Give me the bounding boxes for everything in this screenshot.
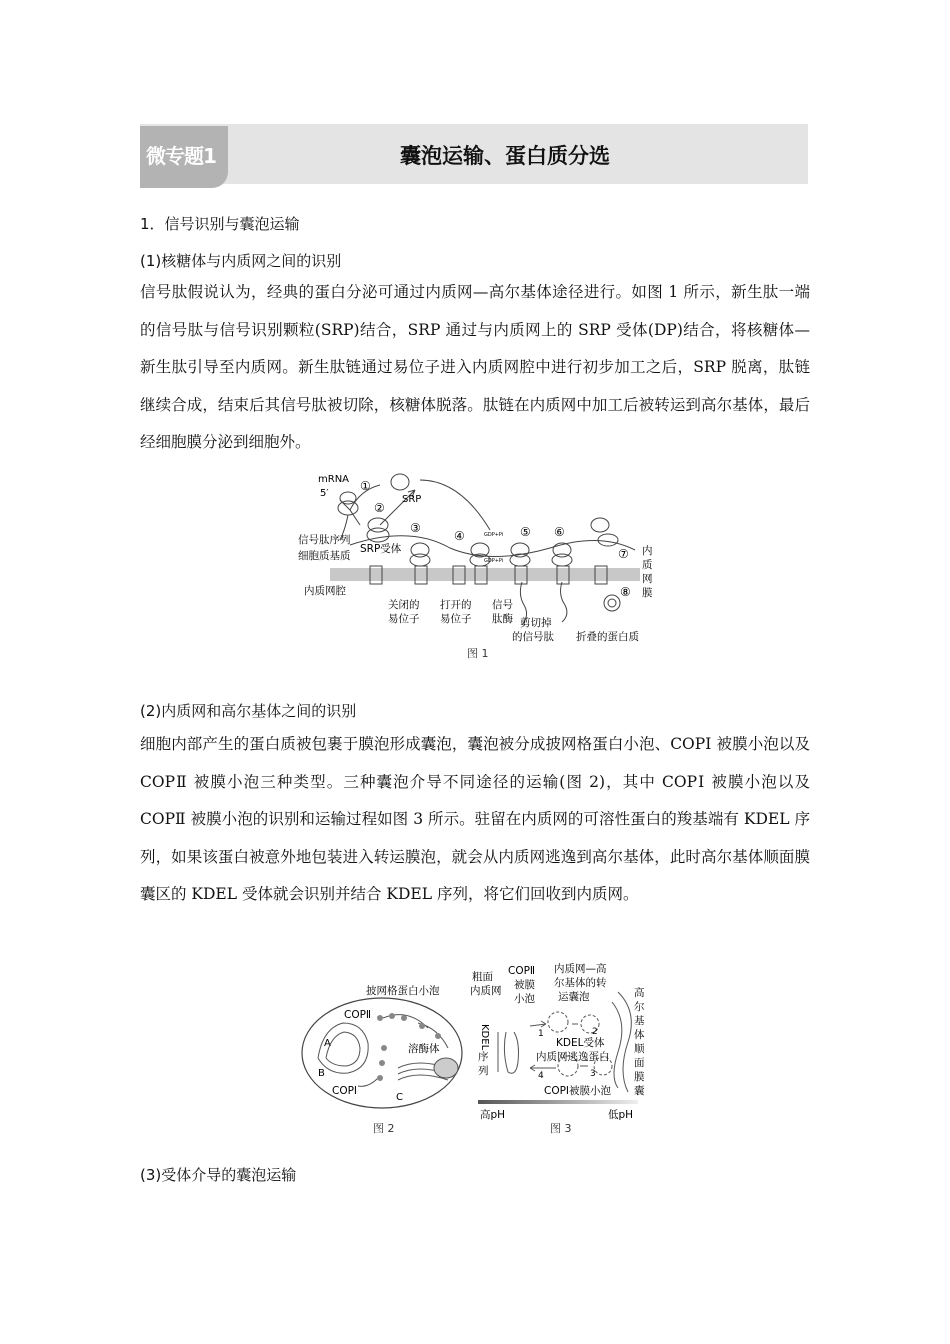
svg-text:KDEL: KDEL: [479, 1024, 490, 1051]
svg-text:易位子: 易位子: [440, 613, 472, 625]
svg-text:⑤: ⑤: [520, 525, 531, 539]
svg-text:打开的: 打开的: [440, 599, 472, 611]
svg-text:肽酶: 肽酶: [492, 613, 513, 625]
subheading-2: (2)内质网和高尔基体之间的识别: [140, 702, 357, 720]
svg-text:SRP: SRP: [402, 494, 422, 505]
svg-text:囊: 囊: [634, 1085, 645, 1097]
svg-text:③: ③: [410, 521, 421, 535]
svg-text:⑧: ⑧: [620, 585, 631, 599]
topic-badge-label: 微专题1: [146, 144, 216, 168]
svg-text:COPⅡ: COPⅡ: [344, 1009, 372, 1021]
svg-text:⑦: ⑦: [618, 547, 629, 561]
svg-text:易位子: 易位子: [388, 613, 420, 625]
svg-text:膜: 膜: [642, 587, 653, 599]
svg-text:COPⅠ被膜小泡: COPⅠ被膜小泡: [544, 1085, 612, 1097]
paragraph-1: 信号肽假说认为，经典的蛋白分泌可通过内质网—高尔基体途径进行。如图 1 所示，新生肽一端的信号肽与信号识别颗粒(SRP)结合，SRP 通过与内质网上的 SRP 受体(DP)结合，将核糖体—新生肽引导至内质网。新生肽链通过易位子进入内质网腔中进行初步加工之后，SRP 脱离，肽链继续合成，结束后其信号肽被切除，核糖体脱落。肽链在内质网中加工后被转运到高尔基体，最后经细胞膜分泌到细胞外。: [140, 283, 810, 451]
svg-text:列: 列: [478, 1065, 489, 1077]
svg-text:膜: 膜: [634, 1071, 645, 1083]
svg-text:3: 3: [590, 1069, 596, 1079]
svg-text:信号: 信号: [492, 599, 513, 611]
svg-text:溶酶体: 溶酶体: [408, 1043, 440, 1055]
subheading-1: (1)核糖体与内质网之间的识别: [140, 252, 342, 270]
svg-text:序: 序: [478, 1051, 489, 1063]
svg-text:COPⅠ: COPⅠ: [332, 1085, 358, 1097]
svg-text:运囊泡: 运囊泡: [558, 991, 590, 1003]
svg-text:GDP+Pi: GDP+Pi: [484, 558, 504, 564]
figure-2-caption: 图 2: [373, 1122, 395, 1135]
svg-text:剪切掉: 剪切掉: [520, 617, 552, 629]
page-title: 囊泡运输、蛋白质分选: [400, 144, 610, 168]
svg-text:高: 高: [634, 987, 645, 999]
er-membrane-band: [330, 568, 640, 581]
svg-text:A: A: [324, 1038, 331, 1049]
svg-text:关闭的: 关闭的: [388, 599, 420, 611]
svg-text:折叠的蛋白质: 折叠的蛋白质: [576, 631, 639, 643]
svg-text:内质网腔: 内质网腔: [304, 585, 346, 597]
svg-text:细胞质基质: 细胞质基质: [298, 550, 351, 562]
svg-text:信号肽序列: 信号肽序列: [298, 534, 351, 546]
svg-text:2: 2: [592, 1027, 598, 1037]
figure-1-caption: 图 1: [467, 647, 489, 660]
svg-text:小泡: 小泡: [514, 993, 535, 1005]
figure-3: [468, 962, 658, 1122]
svg-text:尔基体的转: 尔基体的转: [554, 977, 607, 989]
svg-text:基: 基: [634, 1015, 645, 1027]
svg-text:网: 网: [642, 573, 653, 585]
svg-text:面: 面: [634, 1057, 645, 1069]
svg-text:GDP+Pi: GDP+Pi: [484, 532, 504, 538]
svg-text:B: B: [318, 1068, 325, 1079]
ph-gradient-bar: [478, 1100, 638, 1104]
subheading-3: (3)受体介导的囊泡运输: [140, 1166, 297, 1184]
svg-text:内质网: 内质网: [470, 985, 502, 997]
svg-text:质: 质: [642, 559, 653, 571]
svg-text:内质网—高: 内质网—高: [554, 963, 607, 975]
svg-text:mRNA: mRNA: [318, 474, 350, 485]
svg-text:高pH: 高pH: [480, 1109, 506, 1121]
svg-text:②: ②: [374, 501, 385, 515]
svg-text:粗面: 粗面: [472, 971, 493, 983]
svg-text:被膜: 被膜: [514, 979, 535, 991]
svg-text:⑥: ⑥: [554, 525, 565, 539]
svg-text:4: 4: [538, 1071, 544, 1081]
svg-text:体: 体: [634, 1029, 645, 1041]
svg-text:①: ①: [360, 479, 371, 493]
svg-text:④: ④: [454, 529, 465, 543]
golgi-cis: [618, 992, 631, 1092]
svg-text:披网格蛋白小泡: 披网格蛋白小泡: [366, 985, 440, 997]
svg-text:内: 内: [642, 545, 653, 557]
figure-2: [298, 978, 468, 1112]
figure-3-caption: 图 3: [550, 1122, 572, 1135]
section-heading-1: 1．信号识别与囊泡运输: [140, 215, 300, 233]
figure-1: [290, 470, 660, 650]
svg-text:KDEL受体: KDEL受体: [556, 1037, 605, 1049]
svg-text:尔: 尔: [634, 1001, 645, 1013]
rough-er: [504, 1032, 518, 1073]
svg-text:的信号肽: 的信号肽: [512, 631, 554, 643]
svg-text:C: C: [396, 1092, 403, 1103]
svg-text:COPⅡ: COPⅡ: [508, 965, 536, 977]
svg-text:低pH: 低pH: [608, 1109, 634, 1121]
svg-text:内质网逃逸蛋白: 内质网逃逸蛋白: [536, 1051, 610, 1063]
svg-text:5′: 5′: [320, 488, 329, 499]
svg-text:SRP受体: SRP受体: [360, 543, 402, 555]
srp-particle: [391, 474, 409, 490]
svg-text:顺: 顺: [634, 1043, 645, 1055]
svg-text:1: 1: [538, 1029, 544, 1039]
paragraph-2: 细胞内部产生的蛋白质被包裹于膜泡形成囊泡，囊泡被分成披网格蛋白小泡、COPⅠ 被膜小泡以及 COPⅡ 被膜小泡三种类型。三种囊泡介导不同途径的运输(图 2)，其中 COPⅠ 被膜小泡以及 COPⅡ 被膜小泡的识别和运输过程如图 3 所示。驻留在内质网的可溶性蛋白的羧基端有 KDEL 序列，如果该蛋白被意外地包装进入转运膜泡，就会从内质网逃逸到高尔基体，此时高尔基体顺面膜囊区的 KDEL 受体就会识别并结合 KDEL 序列，将它们回收到内质网。: [140, 735, 810, 903]
